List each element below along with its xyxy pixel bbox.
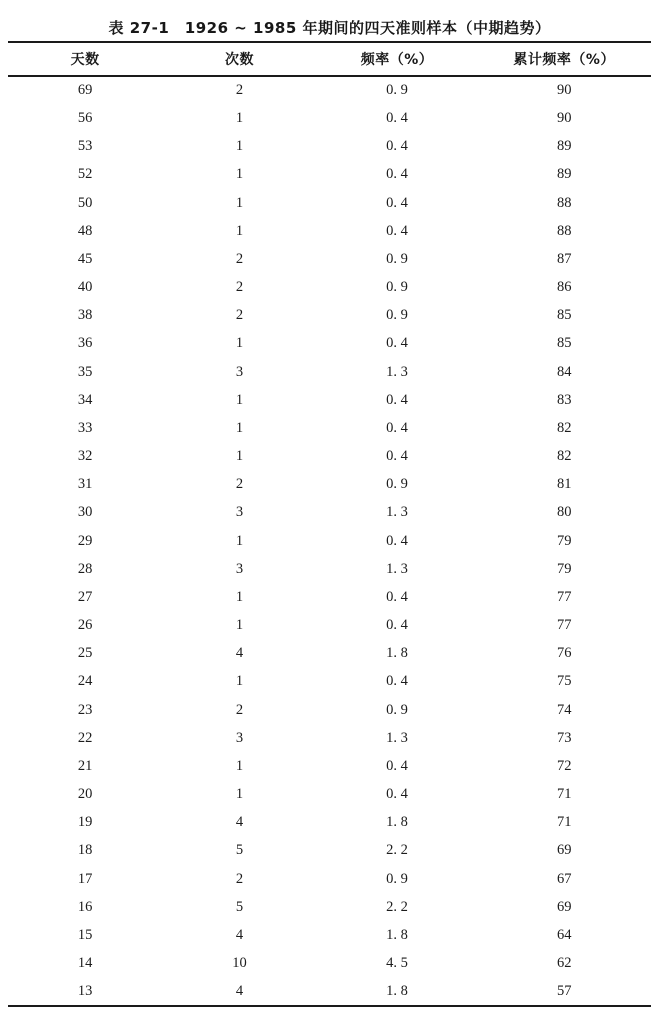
table-title: 表 27-1 1926 ~ 1985 年期间的四天准则样本（中期趋势） [108,19,551,37]
table-cell: 1. 8 [386,814,408,831]
table-row [8,245,651,273]
table-cell: 20 [77,786,93,803]
table-cell: 1. 3 [386,363,408,380]
table-cell: 38 [77,307,93,324]
table-cell: 64 [556,926,572,943]
table-cell: 32 [77,448,93,465]
table-cell: 23 [77,701,93,718]
table-row [8,696,651,724]
table-cell: 16 [77,898,93,915]
table-cell: 1 [235,138,244,155]
table-cell: 1. 8 [386,982,408,999]
table-cell: 69 [77,82,93,99]
col-header-count: 次数 [162,42,316,76]
table-cell: 27 [77,588,93,605]
table-cell: 4 [235,926,244,943]
table-cell: 14 [77,955,93,972]
table-cell: 40 [77,279,93,296]
table-cell: 1 [235,448,244,465]
table-cell: 10 [232,955,247,972]
table-row [8,358,651,386]
table-cell: 35 [77,363,93,380]
table-cell: 3 [235,729,244,746]
table-cell: 0. 4 [386,166,408,183]
table-cell: 1 [235,532,244,549]
table-cell: 0. 9 [386,701,408,718]
table-cell: 2. 2 [386,898,408,915]
table-cell: 0. 4 [386,757,408,774]
table-cell: 69 [556,898,572,915]
table-cell: 0. 4 [386,617,408,634]
table-row [8,808,651,836]
table-cell: 0. 4 [386,335,408,352]
table-row [8,189,651,217]
table-cell: 21 [77,757,93,774]
table-cell: 2 [235,250,244,267]
table-row [8,837,651,865]
table-cell: 4 [235,814,244,831]
table-cell: 0. 4 [386,138,408,155]
data-table [8,41,651,1007]
table-cell: 2 [235,307,244,324]
table-cell: 86 [556,279,572,296]
table-cell: 0. 4 [386,222,408,239]
table-cell: 1. 8 [386,645,408,662]
table-cell: 84 [556,363,572,380]
table-row [8,752,651,780]
table-cell: 1. 3 [386,729,408,746]
table-cell: 73 [556,729,572,746]
table-row [8,104,651,132]
table-row [8,583,651,611]
table-row [8,414,651,442]
table-cell: 26 [77,617,93,634]
table-cell: 72 [556,757,572,774]
table-row [8,273,651,301]
table-cell: 1 [235,617,244,634]
table-row [8,470,651,498]
table-row [8,442,651,470]
table-cell: 3 [235,560,244,577]
table-cell: 0. 4 [386,391,408,408]
table-cell: 53 [77,138,93,155]
table-cell: 56 [77,110,93,126]
table-cell: 90 [556,82,572,99]
table-cell: 0. 9 [386,870,408,887]
table-cell: 89 [556,138,572,155]
table-cell: 0. 9 [386,307,408,324]
table-cell: 1 [235,166,244,183]
table-cell: 1 [235,110,244,126]
table-cell: 76 [556,645,572,662]
table-cell: 4 [235,982,244,999]
table-cell: 4. 5 [386,955,408,972]
table-cell: 50 [77,194,93,211]
table-row [8,893,651,921]
table-cell: 83 [556,391,572,408]
table-cell: 31 [77,476,93,493]
table-cell: 5 [235,898,244,915]
table-cell: 0. 4 [386,786,408,803]
table-cell: 33 [77,419,93,436]
table-cell: 71 [556,814,572,831]
table-cell: 2 [235,476,244,493]
table-cell: 1 [235,391,244,408]
table-cell: 89 [556,166,572,183]
table-cell: 19 [77,814,93,831]
table-row [8,555,651,583]
table-row [8,76,651,104]
col-header-cumulative-frequency: 累计频率（%） [477,42,651,76]
table-cell: 85 [556,335,572,352]
table-cell: 24 [77,673,93,690]
table-cell: 5 [235,842,244,859]
table-cell: 57 [556,982,572,999]
table-cell: 0. 4 [386,419,408,436]
table-cell: 1 [235,222,244,239]
table-cell: 2 [235,701,244,718]
table-cell: 13 [77,982,93,999]
table-cell: 30 [77,504,93,521]
table-row [8,921,651,949]
table-cell: 1 [235,757,244,774]
table-cell: 88 [556,194,572,211]
table-cell: 2. 2 [386,842,408,859]
table-cell: 34 [77,391,93,408]
table-cell: 52 [77,166,93,183]
table-cell: 48 [77,222,93,239]
table-cell: 71 [556,786,572,803]
table-body [8,76,651,1006]
table-cell: 15 [77,926,93,943]
table-row [8,132,651,160]
table-cell: 79 [556,532,572,549]
table-cell: 82 [556,448,572,465]
table-cell: 1 [235,786,244,803]
table-cell: 2 [235,279,244,296]
table-cell: 74 [556,701,572,718]
table-cell: 18 [77,842,93,859]
table-cell: 0. 4 [386,532,408,549]
table-cell: 0. 4 [386,110,408,126]
table-cell: 0. 9 [386,279,408,296]
table-cell: 45 [77,250,93,267]
table-row [8,527,651,555]
table-cell: 2 [235,82,244,99]
table-cell: 0. 9 [386,250,408,267]
table-row [8,301,651,329]
table-cell: 3 [235,504,244,521]
table-row [8,780,651,808]
table-cell: 2 [235,870,244,887]
table-row [8,611,651,639]
table-row [8,386,651,414]
table-row [8,639,651,667]
table-row [8,499,651,527]
table-cell: 29 [77,532,93,549]
table-cell: 22 [77,729,93,746]
table-cell: 1 [235,588,244,605]
table-row [8,724,651,752]
table-cell: 85 [556,307,572,324]
table-cell: 0. 4 [386,673,408,690]
table-cell: 17 [77,870,93,887]
table-cell: 36 [77,335,93,352]
table-row [8,161,651,189]
table-cell: 75 [556,673,572,690]
table-cell: 69 [556,842,572,859]
col-header-days: 天数 [8,42,162,76]
table-cell: 1 [235,335,244,352]
table-cell: 1 [235,194,244,211]
table-cell: 79 [556,560,572,577]
table-header-row [8,42,651,76]
table-cell: 1 [235,673,244,690]
table-row [8,978,651,1006]
col-header-frequency: 频率（%） [317,42,478,76]
table-cell: 1. 8 [386,926,408,943]
table-cell: 62 [556,955,572,972]
table-cell: 0. 4 [386,194,408,211]
table-cell: 90 [556,110,572,126]
table-cell: 0. 9 [386,82,408,99]
table-cell: 1 [235,419,244,436]
table-cell: 0. 4 [386,448,408,465]
table-cell: 1. 3 [386,504,408,521]
table-row [8,668,651,696]
table-cell: 80 [556,504,572,521]
table-cell: 1. 3 [386,560,408,577]
table-cell: 4 [235,645,244,662]
table-cell: 25 [77,645,93,662]
table-cell: 67 [556,870,572,887]
table-cell: 77 [556,617,572,634]
table-cell: 77 [556,588,572,605]
table-row [8,949,651,977]
table-cell: 0. 4 [386,588,408,605]
table-row [8,330,651,358]
table-cell: 28 [77,560,93,577]
table-cell: 3 [235,363,244,380]
table-cell: 82 [556,419,572,436]
table-cell: 0. 9 [386,476,408,493]
table-cell: 81 [556,476,572,493]
table-row [8,865,651,893]
table-row [8,217,651,245]
table-cell: 87 [556,250,572,267]
table-cell: 88 [556,222,572,239]
